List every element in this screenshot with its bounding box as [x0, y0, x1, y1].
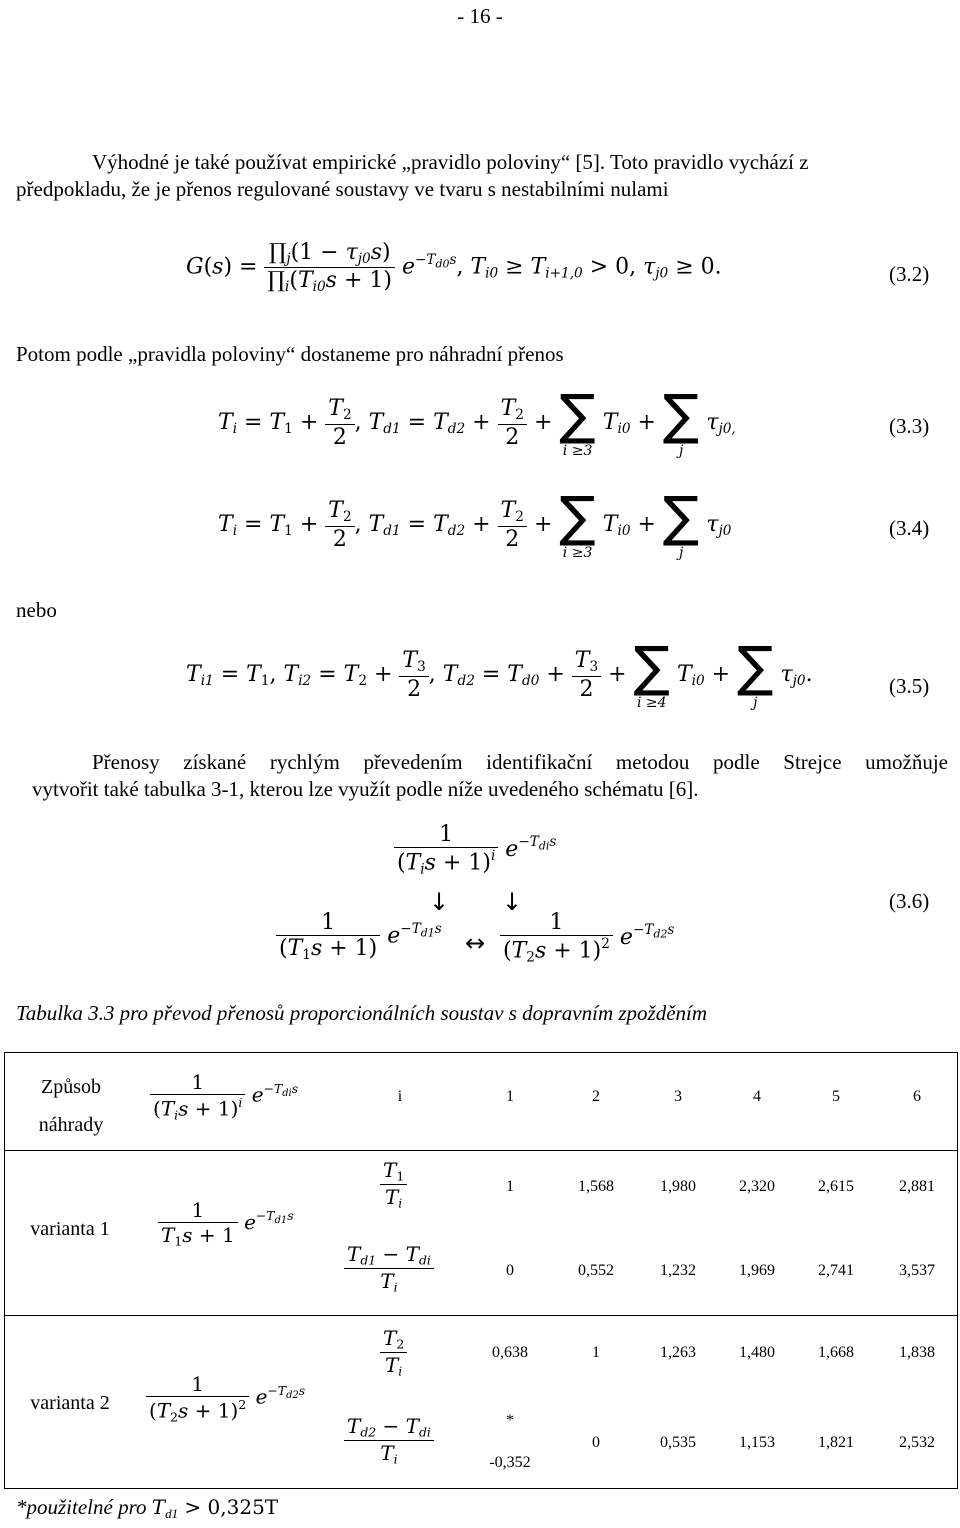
paragraph-line: Výhodné je také používat empirické „pravidlo poloviny“ [5]. Toto pravidlo vychází z — [92, 150, 809, 174]
footnote: *použitelné pro $T_{d1} > 0,325T$ — [16, 1495, 279, 1521]
variant-1-ratio-b: $\frac{T_{d1} - T_{di}}{T_i}$ — [344, 1242, 434, 1294]
header-col: 1 — [506, 1088, 514, 1105]
variant-2-ratio-b: $\frac{T_{d2} - T_{di}}{T_i}$ — [344, 1414, 434, 1466]
table-cell: 0,638 — [492, 1344, 528, 1361]
table-cell: 1,668 — [818, 1344, 854, 1361]
equation-3-5: $T_{i1} = T_1$, $T_{i2} = T_2$ + $\frac{T_3}{2}$ , $T_{d2} = T_{d0}$ + $\frac{T_3}{2}$ + ∑ i ≥4 $T_{i0}$ + ∑ j $\tau_{j0}$. — [186, 635, 813, 711]
header-col: 6 — [913, 1088, 921, 1105]
variant-2-label: varianta 2 — [30, 1392, 110, 1414]
equation-number: (3.6) — [889, 889, 930, 913]
table-cell: 1,980 — [660, 1178, 696, 1195]
header-col: 4 — [753, 1088, 761, 1105]
equation-3-3: $T_i = T_1$ + $\frac{T_2}{2}$ , $T_{d1} = T_{d2}$ + $\frac{T_2}{2}$ + ∑ i ≥3 $T_{i0}$ + ∑ j $\tau_{j0,}$ — [218, 383, 736, 459]
header-transfer-formula: $\frac{1}{(T_is + 1)^i}$ $e^{-T_{di}s}$ — [150, 1070, 298, 1122]
table-cell: 1,821 — [818, 1434, 854, 1451]
page-number: - 16 - — [457, 4, 503, 28]
header-col: 3 — [674, 1088, 682, 1105]
equation-number: (3.4) — [889, 516, 930, 540]
header-i: i — [397, 1088, 403, 1105]
variant-1-ratio-a: $\frac{T_1}{T_i}$ — [380, 1158, 407, 1210]
equation-3-4: $T_i = T_1$ + $\frac{T_2}{2}$ , $T_{d1} = T_{d2}$ + $\frac{T_2}{2}$ + ∑ i ≥3 $T_{i0}$ + ∑ j $\tau_{j0}$ — [218, 485, 732, 561]
table-cell: 0,552 — [578, 1262, 614, 1279]
variant-2-ratio-a: $\frac{T_2}{T_i}$ — [380, 1326, 407, 1378]
table-cell: 1,153 — [739, 1434, 775, 1451]
header-method-line: Způsob — [41, 1076, 101, 1098]
paragraph-line: vytvořit také tabulka 3-1, kterou lze využít podle níže uvedeného schématu [6]. — [32, 777, 699, 801]
table-caption: Tabulka 3.3 pro převod přenosů proporcionálních soustav s dopravním zpožděním — [16, 1001, 708, 1025]
footnote-math: 0,325T — [207, 1495, 279, 1519]
equation-number: (3.5) — [889, 674, 930, 698]
table-cell: 0 — [592, 1434, 600, 1451]
table-cell: 1,232 — [660, 1262, 696, 1279]
double-arrow-icon: ↔ — [465, 929, 486, 957]
paragraph-line: Potom podle „pravidla poloviny“ dostaneme pro náhradní přenos — [16, 342, 564, 366]
table-cell: 0 — [506, 1262, 514, 1279]
arrow-down-icon: ↓ — [429, 888, 450, 916]
arrow-down-icon: ↓ — [502, 888, 523, 916]
table-cell: 1,568 — [578, 1178, 614, 1195]
header-method-label — [16, 1068, 126, 1144]
table-cell: 2,881 — [899, 1178, 935, 1195]
table-cell: -0,352 — [489, 1454, 531, 1471]
table-cell: 1 — [592, 1344, 600, 1361]
scheme-right-transfer: $\frac{1}{(T_2s + 1)^2}$ $e^{-T_{d2}s}$ — [500, 910, 674, 966]
word-nebo: nebo — [16, 598, 57, 622]
table-cell: 2,615 — [818, 1178, 854, 1195]
variant-1-label: varianta 1 — [30, 1218, 110, 1240]
header-col: 2 — [592, 1088, 600, 1105]
table-cell: 0,535 — [660, 1434, 696, 1451]
table-cell: 1 — [506, 1178, 514, 1195]
equation-3-2: G(s) = $\frac{\prod_j(1 - \tau_{j0}s)}{\prod_i(T_{i0}s + 1)}$ $e^{-T_{d0}s}$, $T_{i0} \ge T_{i+1,0} > 0$, $\tau_{j0} \ge 0$. — [186, 240, 722, 296]
equation-number: (3.2) — [889, 262, 930, 286]
table-cell: 1,480 — [739, 1344, 775, 1361]
table-cell: 1,263 — [660, 1344, 696, 1361]
variant-2-formula: $\frac{1}{(T_2s + 1)^2}$ $e^{-T_{d2}s}$ — [146, 1372, 305, 1424]
scheme-top-transfer: $\frac{1}{(T_is + 1)^i}$ $e^{-T_{di}s}$ — [394, 822, 556, 878]
table-cell: 1,838 — [899, 1344, 935, 1361]
table-cell: 3,537 — [899, 1262, 935, 1279]
table-cell: * — [506, 1412, 514, 1429]
table-cell: 2,320 — [739, 1178, 775, 1195]
variant-1-formula: $\frac{1}{T_1s + 1}$ $e^{-T_{d1}s}$ — [158, 1198, 294, 1249]
table-cell: 2,532 — [899, 1434, 935, 1451]
paragraph-line: Přenosy získané rychlým převedením identifikační metodou podle Strejce umožňuje — [92, 750, 948, 774]
paragraph-line: předpokladu, že je přenos regulované soustavy ve tvaru s nestabilními nulami — [16, 177, 669, 201]
header-method-line: náhrady — [38, 1114, 104, 1136]
header-col: 5 — [832, 1088, 840, 1105]
scheme-left-transfer: $\frac{1}{(T_1s + 1)}$ $e^{-T_{d1}s}$ — [276, 910, 442, 963]
table-cell: 2,741 — [818, 1262, 854, 1279]
equation-number: (3.3) — [889, 414, 930, 438]
table-cell: 1,969 — [739, 1262, 775, 1279]
footnote-text: *použitelné pro — [16, 1495, 152, 1519]
